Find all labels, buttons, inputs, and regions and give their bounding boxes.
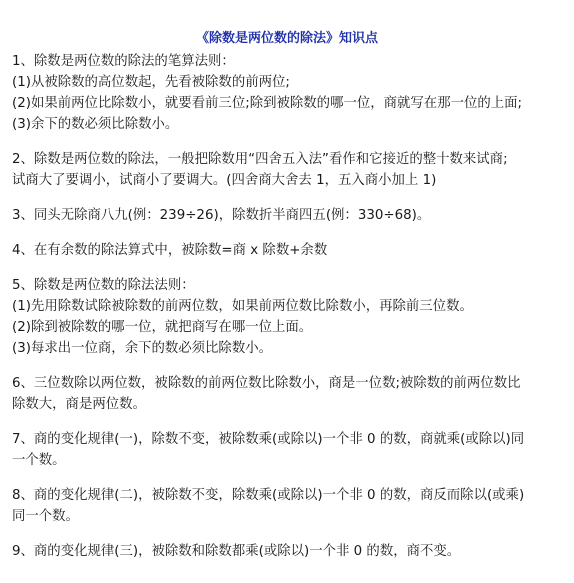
document-title: 《除数是两位数的除法》知识点 xyxy=(195,31,378,46)
section-3-line-1: 3、同头无除商八九(例：239÷26)，除数折半商四五(例：330÷68)。 xyxy=(12,208,431,223)
section-8-line-1: 8、商的变化规律(二)，被除数不变，除数乘(或除以)一个非 0 的数，商反而除以(或乘) xyxy=(12,488,525,503)
section-5-line-3: (2)除到被除数的哪一位，就把商写在哪一位上面。 xyxy=(12,320,313,335)
section-7-line-1: 7、商的变化规律(一)，除数不变，被除数乘(或除以)一个非 0 的数，商就乘(或除以)同 xyxy=(12,432,525,447)
section-7-line-2: 一个数。 xyxy=(12,453,66,468)
section-7 xyxy=(12,429,562,471)
section-2 xyxy=(12,149,562,191)
section-2-line-1: 2、除数是两位数的除法，一般把除数用“四舍五入法”看作和它接近的整十数来试商; xyxy=(12,152,508,167)
section-4-line-1: 4、在有余数的除法算式中，被除数=商 x 除数+余数 xyxy=(12,243,328,258)
section-2-line-2: 试商大了要调小，试商小了要调大。(四舍商大舍去 1，五入商小加上 1) xyxy=(12,173,437,188)
section-1-line-1: 1、除数是两位数的除法的笔算法则： xyxy=(12,54,235,69)
section-1 xyxy=(12,51,562,135)
section-4 xyxy=(12,240,562,261)
section-8-line-2: 同一个数。 xyxy=(12,509,79,524)
section-6-line-2: 除数大，商是两位数。 xyxy=(12,397,146,412)
section-1-line-4: (3)余下的数必须比除数小。 xyxy=(12,117,179,132)
section-5-line-4: (3)每求出一位商，余下的数必须比除数小。 xyxy=(12,341,272,356)
section-5 xyxy=(12,275,562,359)
section-5-line-2: (1)先用除数试除被除数的前两位数，如果前两位数比除数小，再除前三位数。 xyxy=(12,299,473,314)
section-1-line-3: (2)如果前两位比除数小，就要看前三位;除到被除数的哪一位，商就写在那一位的上面; xyxy=(12,96,523,111)
section-8 xyxy=(12,485,562,527)
section-9 xyxy=(12,541,562,562)
section-5-line-1: 5、除数是两位数的除法法则： xyxy=(12,278,195,293)
section-9-line-1: 9、商的变化规律(三)，被除数和除数都乘(或除以)一个非 0 的数，商不变。 xyxy=(12,544,461,559)
section-6 xyxy=(12,373,562,415)
section-3 xyxy=(12,205,562,226)
section-1-line-2: (1)从被除数的高位数起，先看被除数的前两位; xyxy=(12,75,290,90)
section-6-line-1: 6、三位数除以两位数，被除数的前两位数比除数小，商是一位数;被除数的前两位数比 xyxy=(12,376,521,391)
